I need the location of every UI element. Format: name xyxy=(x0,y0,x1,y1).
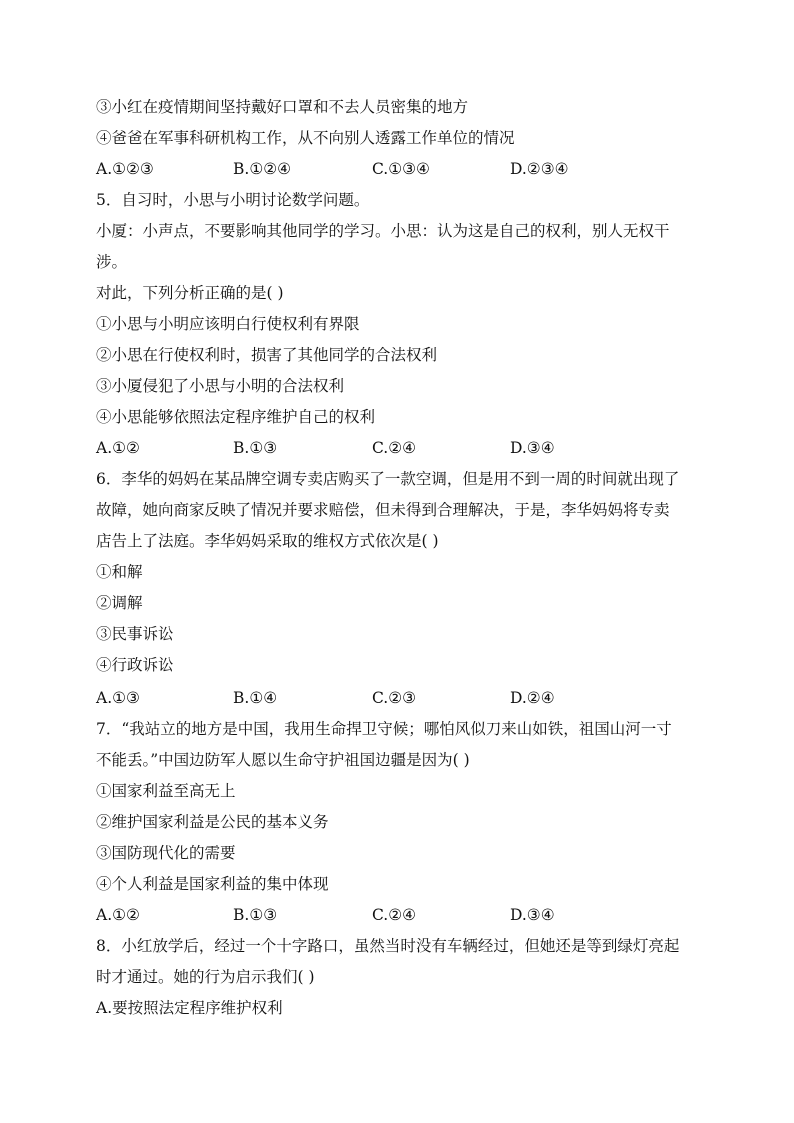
q7-option-d: D.③④ xyxy=(510,906,555,924)
q6-statement-1: ①和解 xyxy=(96,563,143,581)
q5-option-c: C.②④ xyxy=(372,439,417,457)
q4-statement-3: ③小红在疫情期间坚持戴好口罩和不去人员密集的地方 xyxy=(96,98,469,116)
q7-option-a: A.①② xyxy=(96,906,140,924)
q6-stem-line-2: 故障，她向商家反映了情况并要求赔偿，但未得到合理解决，于是，李华妈妈将专卖 xyxy=(96,501,670,519)
q6-option-c: C.②③ xyxy=(372,689,417,707)
q5-stem-line-1: 5．自习时，小思与小明讨论数学问题。 xyxy=(96,191,370,209)
q4-option-d: D.②③④ xyxy=(510,160,569,178)
q5-statement-4: ④小思能够依照法定程序维护自己的权利 xyxy=(96,408,376,426)
q8-stem-line-1: 8．小红放学后，经过一个十字路口，虽然当时没有车辆经过，但她还是等到绿灯亮起 xyxy=(96,937,680,955)
q6-stem-line-1: 6．李华的妈妈在某品牌空调专卖店购买了一款空调，但是用不到一周的时间就出现了 xyxy=(96,470,680,488)
q5-option-d: D.③④ xyxy=(510,439,555,457)
q7-statement-1: ①国家利益至高无上 xyxy=(96,782,236,800)
q8-stem-line-2: 时才通过。她的行为启示我们( ) xyxy=(96,968,315,986)
q8-option-a: A.要按照法定程序维护权利 xyxy=(96,999,283,1017)
q4-option-b: B.①②④ xyxy=(233,160,292,178)
q7-statement-3: ③国防现代化的需要 xyxy=(96,844,236,862)
q4-option-a: A.①②③ xyxy=(96,160,154,178)
q6-option-b: B.①④ xyxy=(233,689,278,707)
q7-option-c: C.②④ xyxy=(372,906,417,924)
q7-stem-line-2: 不能丢。”中国边防军人愿以生命守护祖国边疆是因为( ) xyxy=(96,751,470,769)
q6-statement-2: ②调解 xyxy=(96,594,143,612)
q5-statement-2: ②小思在行使权利时，损害了其他同学的合法权利 xyxy=(96,346,438,364)
q4-statement-4: ④爸爸在军事科研机构工作，从不向别人透露工作单位的情况 xyxy=(96,129,515,147)
q6-option-d: D.②④ xyxy=(510,689,555,707)
q7-stem-line-1: 7．“我站立的地方是中国，我用生命捍卫守候；哪怕风似刀来山如铁，祖国山河一寸 xyxy=(96,720,672,738)
q7-statement-2: ②维护国家利益是公民的基本义务 xyxy=(96,813,329,831)
q7-option-b: B.①③ xyxy=(233,906,278,924)
q5-statement-1: ①小思与小明应该明白行使权利有界限 xyxy=(96,315,360,333)
q6-option-a: A.①③ xyxy=(96,689,140,707)
q7-statement-4: ④个人利益是国家利益的集中体现 xyxy=(96,875,329,893)
q6-stem-line-3: 店告上了法庭。李华妈妈采取的维权方式依次是( ) xyxy=(96,532,439,550)
q5-stem-line-4: 对此，下列分析正确的是( ) xyxy=(96,284,284,302)
q6-statement-3: ③民事诉讼 xyxy=(96,625,174,643)
q5-option-a: A.①② xyxy=(96,439,140,457)
q5-stem-line-3: 涉。 xyxy=(96,253,128,271)
q6-statement-4: ④行政诉讼 xyxy=(96,656,174,674)
q4-option-c: C.①③④ xyxy=(372,160,430,178)
q5-option-b: B.①③ xyxy=(233,439,278,457)
q5-statement-3: ③小厦侵犯了小思与小明的合法权利 xyxy=(96,377,345,395)
q5-stem-line-2: 小厦：小声点，不要影响其他同学的学习。小思：认为这是自己的权利，别人无权干 xyxy=(96,222,670,240)
